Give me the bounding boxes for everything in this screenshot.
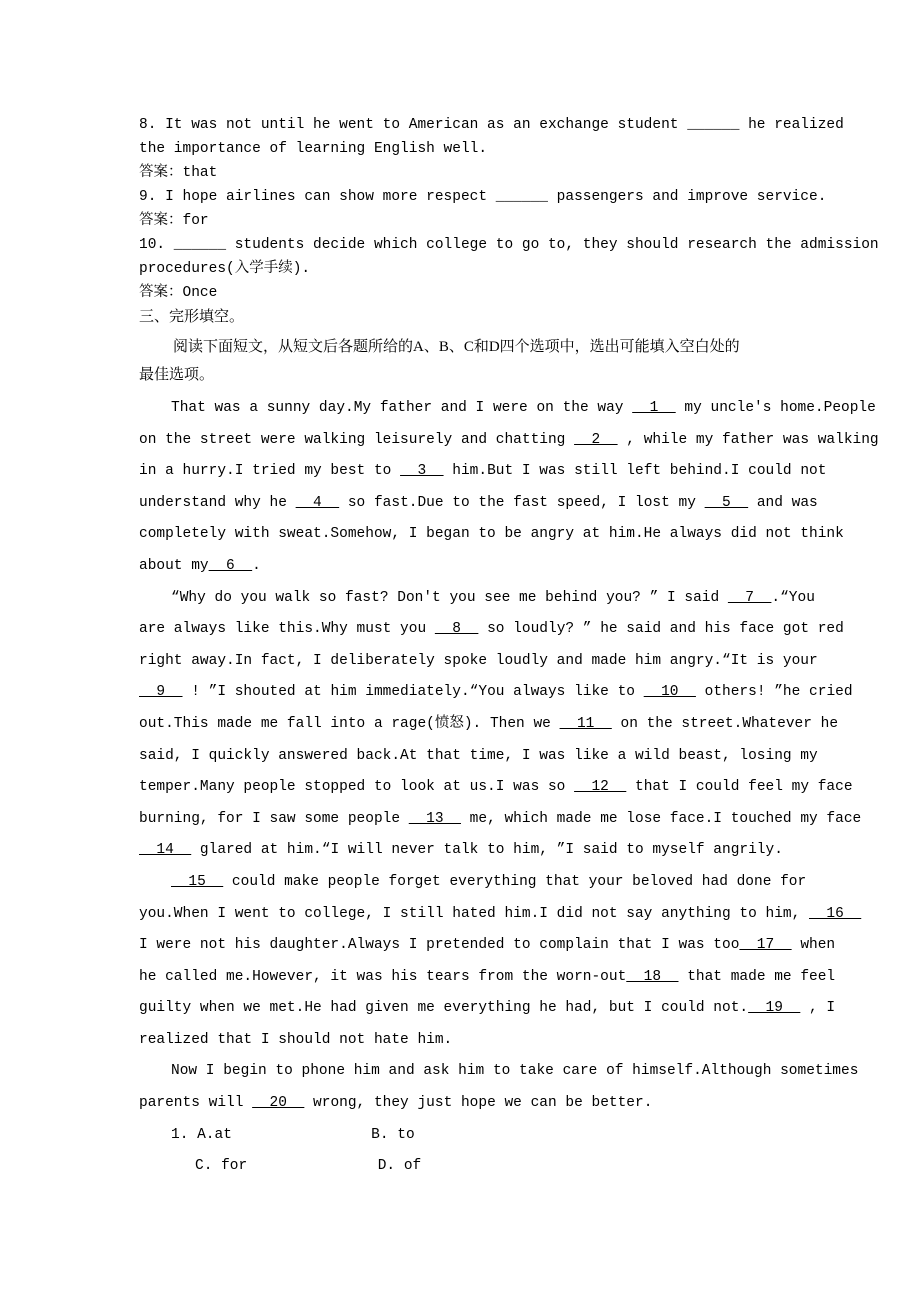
- answer-line: 答案：for: [139, 213, 209, 229]
- passage-text: said, I quickly answered back.At that time, I was like a wild beast, losing my: [139, 747, 818, 764]
- blank-number: 3: [400, 463, 444, 480]
- blank-number: 17: [739, 937, 792, 954]
- blank-number: 1: [632, 400, 676, 416]
- passage-line: [139, 993, 839, 1025]
- passage-line: [139, 867, 839, 899]
- passage-text: guilty when we met.He had given me everything he had, but I could not.: [139, 1000, 749, 1017]
- passage-text: right away.In fact, I deliberately spoke loudly and made him angry.“It is your: [139, 652, 818, 669]
- passage-text: wrong, they just hope we can be better.: [304, 1095, 653, 1112]
- passage-line: [139, 772, 853, 804]
- fill-in-blank-section: [139, 113, 879, 305]
- question-line: procedures(入学手续).: [139, 261, 311, 277]
- passage-text: .: [252, 557, 261, 574]
- blank-number: 5: [704, 494, 749, 511]
- blank-number: 14: [139, 842, 192, 859]
- passage-text: .“You: [771, 589, 815, 606]
- passage-line: [139, 519, 844, 551]
- passage-text: Now I begin to phone him and ask him to take care of himself.Although sometimes: [171, 1063, 859, 1080]
- passage-text: and was: [748, 494, 818, 511]
- passage-line: [139, 741, 839, 773]
- passage-text: on the street were walking leisurely and chatting: [139, 431, 575, 448]
- document: [139, 113, 879, 1183]
- answer-line: 答案：that: [139, 165, 218, 181]
- section-title: 三、完形填空。: [139, 309, 245, 325]
- passage-text: “Why do you walk so fast? Don't you see me behind you? ” I said: [171, 589, 728, 606]
- passage-text: out.This made me fall into a rage(愤怒). Then we: [139, 715, 560, 732]
- passage-text: understand why he: [139, 494, 296, 511]
- passage-text: my uncle's home.People: [675, 400, 876, 416]
- passage-text: me, which made me lose face.I touched my face: [460, 810, 862, 827]
- passage-text: you.When I went to college, I still hated him.I did not say anything to him,: [139, 905, 810, 922]
- passage-text: in a hurry.I tried my best to: [139, 463, 401, 480]
- passage-text: realized that I should not hate him.: [139, 1031, 453, 1048]
- instructions-line-2: 最佳选项。: [139, 367, 215, 383]
- passage-line: [139, 1025, 839, 1057]
- passage-text: so fast.Due to the fast speed, I lost my: [339, 494, 705, 511]
- question-line: 10. ______ students decide which college to go to, they should research the admission: [139, 237, 879, 253]
- passage-text: that I could feel my face: [626, 779, 853, 796]
- question-1-row-2: C. for D. of: [195, 1158, 422, 1175]
- passage-text: could make people forget everything that your beloved had done for: [223, 873, 807, 890]
- passage-text: that made me feel: [678, 968, 836, 985]
- passage-text: about my: [139, 557, 209, 574]
- passage-text: completely with sweat.Somehow, I began to be angry at him.He always did not think: [139, 526, 844, 543]
- blank-number: 2: [574, 431, 618, 448]
- passage-line: [139, 646, 839, 678]
- passage-text: him.But I was still left behind.I could not: [443, 463, 827, 480]
- passage-text: temper.Many people stopped to look at us.I was so: [139, 779, 575, 796]
- cloze-passage: [139, 393, 879, 1120]
- answer-line: 答案：Once: [139, 285, 218, 301]
- passage-text: I were not his daughter.Always I pretended to complain that I was too: [139, 937, 740, 954]
- passage-line: [139, 930, 839, 962]
- passage-line: [139, 804, 862, 836]
- passage-line: [139, 899, 862, 931]
- question-line: 9. I hope airlines can show more respect ______ passengers and improve service.: [139, 189, 827, 205]
- passage-text: when: [791, 937, 836, 954]
- passage-line: [139, 835, 839, 867]
- blank-number: 15: [171, 873, 224, 890]
- passage-line: [139, 962, 839, 994]
- question-1: [139, 1120, 839, 1183]
- instructions-line-1: 阅读下面短文，从短文后各题所给的A、B、C和D四个选项中，选出可能填入空白处的: [173, 339, 740, 355]
- blank-number: 9: [139, 684, 183, 701]
- blank-number: 4: [295, 494, 340, 511]
- passage-line: [139, 551, 839, 583]
- blank-number: 6: [208, 557, 253, 574]
- blank-number: 11: [559, 715, 612, 732]
- question-1-row-1: 1. A.at B. to: [171, 1126, 415, 1143]
- passage-line: [139, 1088, 839, 1120]
- passage-text: on the street.Whatever he: [611, 715, 839, 732]
- passage-line: [139, 488, 839, 520]
- passage-text: parents will: [139, 1095, 253, 1112]
- passage-line: [139, 1056, 859, 1088]
- passage-text: That was a sunny day.My father and I were on the way: [171, 400, 633, 416]
- question-line: 8. It was not until he went to American as an exchange student ______ he realized: [139, 117, 844, 133]
- passage-line: [139, 425, 879, 457]
- passage-line: [139, 393, 876, 425]
- blank-number: 19: [748, 1000, 801, 1017]
- passage-text: , I: [800, 1000, 836, 1017]
- blank-number: 12: [574, 779, 627, 796]
- passage-text: are always like this.Why must you: [139, 621, 435, 638]
- passage-line: [139, 456, 839, 488]
- passage-text: burning, for I saw some people: [139, 810, 409, 827]
- passage-text: so loudly? ” he said and his face got red: [478, 621, 844, 638]
- passage-text: others! ”he cried: [695, 684, 853, 701]
- passage-line: [139, 709, 839, 741]
- passage-line: [139, 583, 839, 615]
- blank-number: 10: [643, 684, 696, 701]
- blank-number: 20: [252, 1095, 305, 1112]
- passage-text: , while my father was walking: [617, 431, 879, 448]
- blank-number: 8: [434, 621, 479, 638]
- passage-line: [139, 614, 844, 646]
- passage-line: [139, 677, 853, 709]
- blank-number: 16: [809, 905, 862, 922]
- passage-text: glared at him.“I will never talk to him, ”I said to myself angrily.: [191, 842, 783, 859]
- question-line: the importance of learning English well.: [139, 141, 488, 157]
- passage-text: he called me.However, it was his tears from the worn-out: [139, 968, 627, 985]
- passage-text: ! ”I shouted at him immediately.“You always like to: [182, 684, 644, 701]
- blank-number: 13: [408, 810, 461, 827]
- blank-number: 18: [626, 968, 679, 985]
- blank-number: 7: [727, 589, 772, 606]
